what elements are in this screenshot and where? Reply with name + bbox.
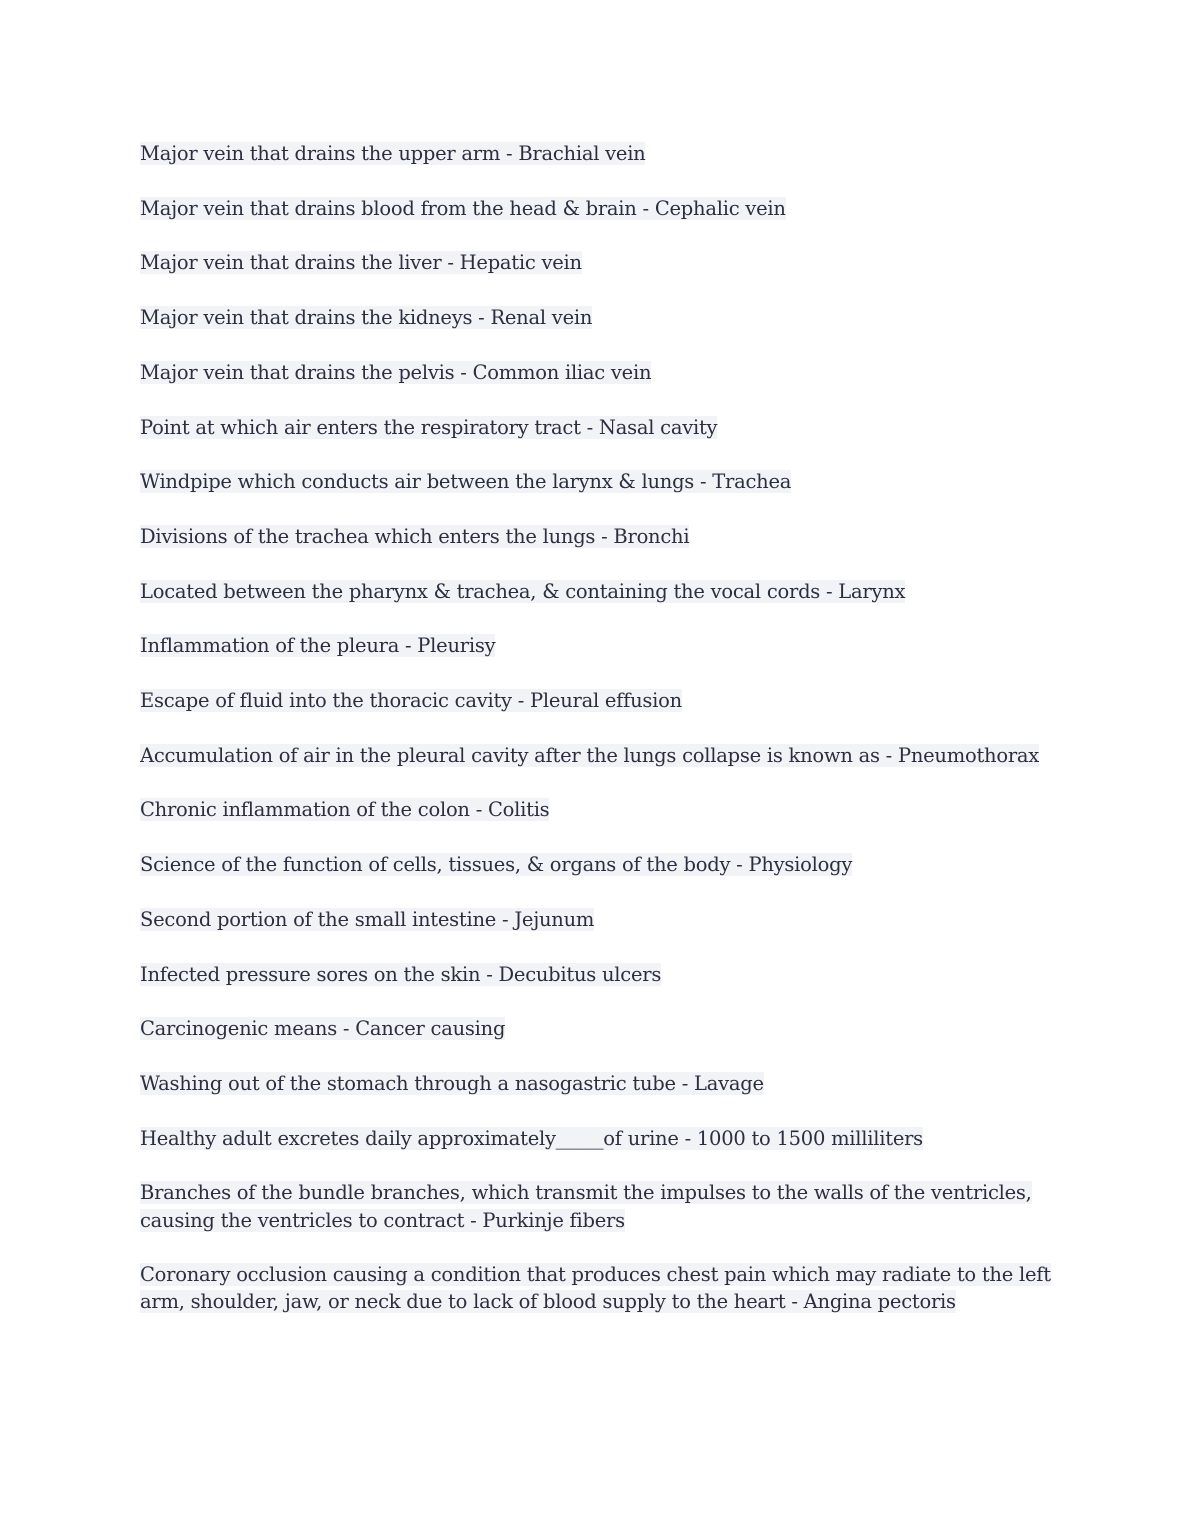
entry-text: Major vein that drains the kidneys - Renal vein (140, 306, 593, 330)
list-item (140, 742, 1060, 769)
entry-text: Chronic inflammation of the colon - Colitis (140, 798, 550, 822)
entry-text: Major vein that drains the pelvis - Common iliac vein (140, 360, 652, 384)
list-item (140, 359, 1060, 386)
list-item (140, 632, 1060, 659)
entry-text: Washing out of the stomach through a nasogastric tube - Lavage (140, 1071, 764, 1095)
entry-text: Branches of the bundle branches, which transmit the impulses to the walls of the ventricles, causing the ventricles to contract - Purkinje fibers (140, 1181, 1032, 1232)
list-item (140, 414, 1060, 441)
list-item (140, 249, 1060, 276)
entry-list (140, 140, 1060, 1343)
entry-text: Divisions of the trachea which enters the lungs - Bronchi (140, 524, 690, 548)
entry-text: Major vein that drains the liver - Hepatic vein (140, 251, 582, 275)
list-item (140, 1070, 1060, 1097)
entry-text: Accumulation of air in the pleural cavity after the lungs collapse is known as - Pneumothorax (140, 743, 1040, 767)
list-item (140, 468, 1060, 495)
entry-text: Windpipe which conducts air between the larynx & lungs - Trachea (140, 470, 792, 494)
list-item (140, 906, 1060, 933)
entry-text: Infected pressure sores on the skin - Decubitus ulcers (140, 962, 662, 986)
list-item (140, 523, 1060, 550)
entry-text: Second portion of the small intestine - Jejunum (140, 907, 595, 931)
entry-text: Major vein that drains the upper arm - Brachial vein (140, 142, 646, 165)
list-item (140, 796, 1060, 823)
entry-text: Carcinogenic means - Cancer causing (140, 1017, 506, 1041)
list-item (140, 578, 1060, 605)
list-item (140, 140, 1060, 167)
entry-text: Healthy adult excretes daily approximately_____of urine - 1000 to 1500 milliliters (140, 1126, 923, 1150)
entry-text: Located between the pharynx & trachea, & containing the vocal cords - Larynx (140, 579, 906, 603)
list-item (140, 1261, 1060, 1315)
entry-text: Coronary occlusion causing a condition that produces chest pain which may radiate to the left arm, shoulder, jaw, or neck due to lack of blood supply to the heart - Angina pectoris (140, 1263, 1051, 1314)
list-item (140, 687, 1060, 714)
entry-text: Escape of fluid into the thoracic cavity - Pleural effusion (140, 689, 682, 713)
list-item (140, 961, 1060, 988)
entry-text: Major vein that drains blood from the head & brain - Cephalic vein (140, 196, 786, 220)
entry-text: Science of the function of cells, tissues, & organs of the body - Physiology (140, 853, 853, 877)
list-item (140, 851, 1060, 878)
list-item (140, 195, 1060, 222)
list-item (140, 304, 1060, 331)
list-item (140, 1015, 1060, 1042)
entry-text: Point at which air enters the respiratory tract - Nasal cavity (140, 415, 718, 439)
entry-text: Inflammation of the pleura - Pleurisy (140, 634, 496, 658)
list-item (140, 1179, 1060, 1233)
list-item (140, 1125, 1060, 1152)
